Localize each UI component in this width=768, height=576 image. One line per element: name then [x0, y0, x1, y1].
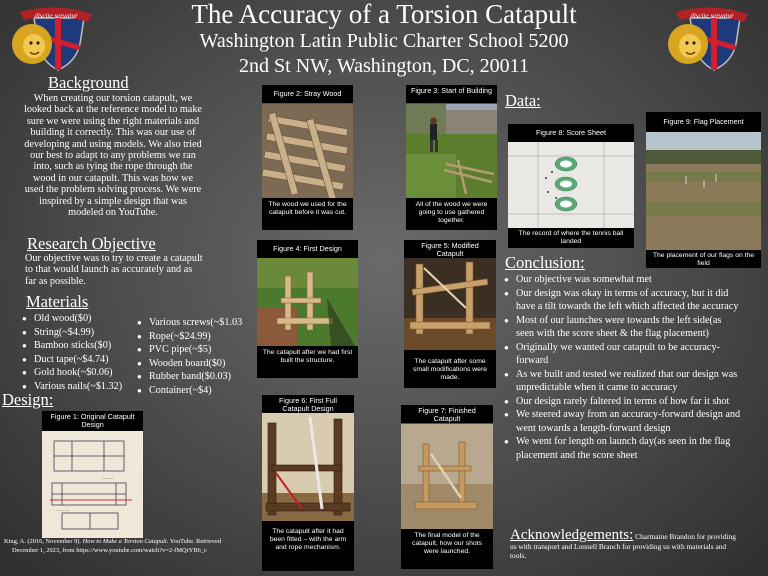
material-item: ● Bamboo sticks($0): [22, 339, 140, 353]
conclusion-item: ● Our design was okay in terms of accuracy, but it did have a tilt towards the left which affected the accuracy: [504, 287, 742, 314]
svg-text:discite servatur: discite servatur: [34, 12, 78, 20]
figure8-caption: The record of where the tennis ball landed: [508, 228, 634, 248]
conclusion-heading: Conclusion:: [505, 253, 585, 272]
material-item: ● Wooden board($0): [137, 357, 255, 371]
school-line2: 2nd St NW, Washington, DC, 20011: [239, 55, 529, 77]
figure3-title: Figure 3: Start of Building: [406, 85, 497, 103]
poster-title: The Accuracy of a Torsion Catapult: [191, 0, 577, 29]
conclusion-item: ● Our design rarely faltered in terms of how far it shot: [504, 395, 742, 409]
figure4-caption: The catapult after we had first built the structure.: [257, 346, 358, 378]
material-item: ● String(~$4.99): [22, 326, 140, 340]
material-item: ● Container(~$4): [137, 384, 255, 398]
figure7-photo: [401, 424, 493, 529]
figure3-caption: All of the wood we were going to use gathered together.: [406, 198, 497, 230]
acknowledgements-heading: Acknowledgements:: [510, 527, 634, 543]
material-item: ● PVC pipe(~$5): [137, 343, 255, 357]
acknowledgements-text: Charmaine Brandon for providing us with transport and Lonnell Branch for providing us with materials and tools.: [510, 532, 736, 561]
figure9-photo: [646, 132, 761, 250]
figure5-title: Figure 5: Modified Catapult: [404, 240, 496, 258]
svg-text:discite servatur: discite servatur: [690, 12, 734, 20]
conclusion-item: ● We went for length on launch day(as seen in the flag placement and the score sheet: [504, 435, 742, 462]
citation: King, A. (2016, November 9). How to Make a Torsion Catapult. YouTube. Retrieved December 1, 2023, from https://www.youtube.com/watch?v=2-fMQrYB6_c: [4, 538, 222, 554]
figure8-score-sheet: [508, 142, 634, 228]
material-item: ● Rope(~$24.99): [137, 330, 255, 344]
figure9-title: Figure 9: Flag Placement: [646, 112, 761, 132]
figure6-photo: [262, 413, 354, 521]
material-item: ● Duct tape(~$4.74): [22, 353, 140, 367]
acknowledgements: [510, 527, 736, 561]
figure2-title: Figure 2: Stray Wood: [262, 85, 353, 103]
background-text: When creating our torsion catapult, we looked back at the reference model to make sure we were using the right materials and building it correctly. This was our use of developing and using models. We also tried our best to adapt to any problems we ran into, such as tying the rope through the wood in our catapult. This was how we used the problem solving process. We were inspired by a simple design that was modeled on YouTube.: [24, 93, 202, 219]
figure1-sketch: [42, 431, 143, 538]
conclusion-item: ● We steered away from an accuracy-forward design and went towards a length-forward design: [504, 408, 742, 435]
figure2-caption: The wood we used for the catapult before it was cut.: [262, 198, 353, 230]
svg-text:— — —: — — —: [56, 508, 69, 512]
figure4-photo: [257, 258, 358, 346]
figure9-caption: The placement of our flags on the field: [646, 250, 761, 268]
school-address: [0, 29, 768, 79]
research-text: Our objective was to try to create a catapult to that would launch as accurately and as far as possible.: [25, 253, 203, 287]
conclusion-item: ● Our objective was somewhat met: [504, 273, 742, 287]
materials-list-1: [22, 312, 140, 393]
materials-heading: Materials: [26, 292, 89, 311]
material-item: ● Various screws(~$1.03: [137, 316, 255, 330]
research-heading: Research Objective: [27, 234, 156, 253]
figure2-photo: [262, 104, 353, 198]
school-line1: Washington Latin Public Charter School 5200: [199, 30, 569, 52]
figure6-caption: The catapult after it had been fitted – with the arm and rope mechanism.: [262, 521, 354, 571]
figure6-title: Figure 6: First Full Catapult Design: [262, 395, 354, 413]
figure3-photo: [406, 104, 497, 198]
figure5-caption: The catapult after some small modifications were made.: [404, 350, 496, 388]
material-item: ● Various nails(~$1.32): [22, 380, 140, 394]
material-item: ● Rubber band($0.03): [137, 370, 255, 384]
conclusion-list: [504, 273, 742, 462]
figure8-title: Figure 8: Score Sheet: [508, 124, 634, 142]
materials-list-2: [137, 316, 255, 397]
figure7-caption: The final model of the catapult, how our shots were launched.: [401, 529, 493, 569]
conclusion-item: ● As we built and tested we realized that our design was unpredictable when it came to accuracy: [504, 368, 742, 395]
figure1-title: Figure 1: Original Catapult Design: [42, 411, 143, 431]
conclusion-item: ● Most of our launches were towards the left side(as seen with the score sheet & the flag placement): [504, 314, 742, 341]
material-item: ● Gold hook(~$0.06): [22, 366, 140, 380]
figure5-photo: [404, 258, 496, 350]
background-heading: Background: [48, 73, 129, 92]
figure4-title: Figure 4: First Design: [257, 240, 358, 258]
material-item: ● Old wood($0): [22, 312, 140, 326]
svg-text:—— —: —— —: [102, 476, 114, 480]
design-heading: Design:: [2, 390, 54, 409]
data-heading: Data:: [505, 91, 541, 110]
figure7-title: Figure 7: Finished Catapult: [401, 405, 493, 423]
conclusion-item: ● Originally we wanted our catapult to be accuracy-forward: [504, 341, 742, 368]
